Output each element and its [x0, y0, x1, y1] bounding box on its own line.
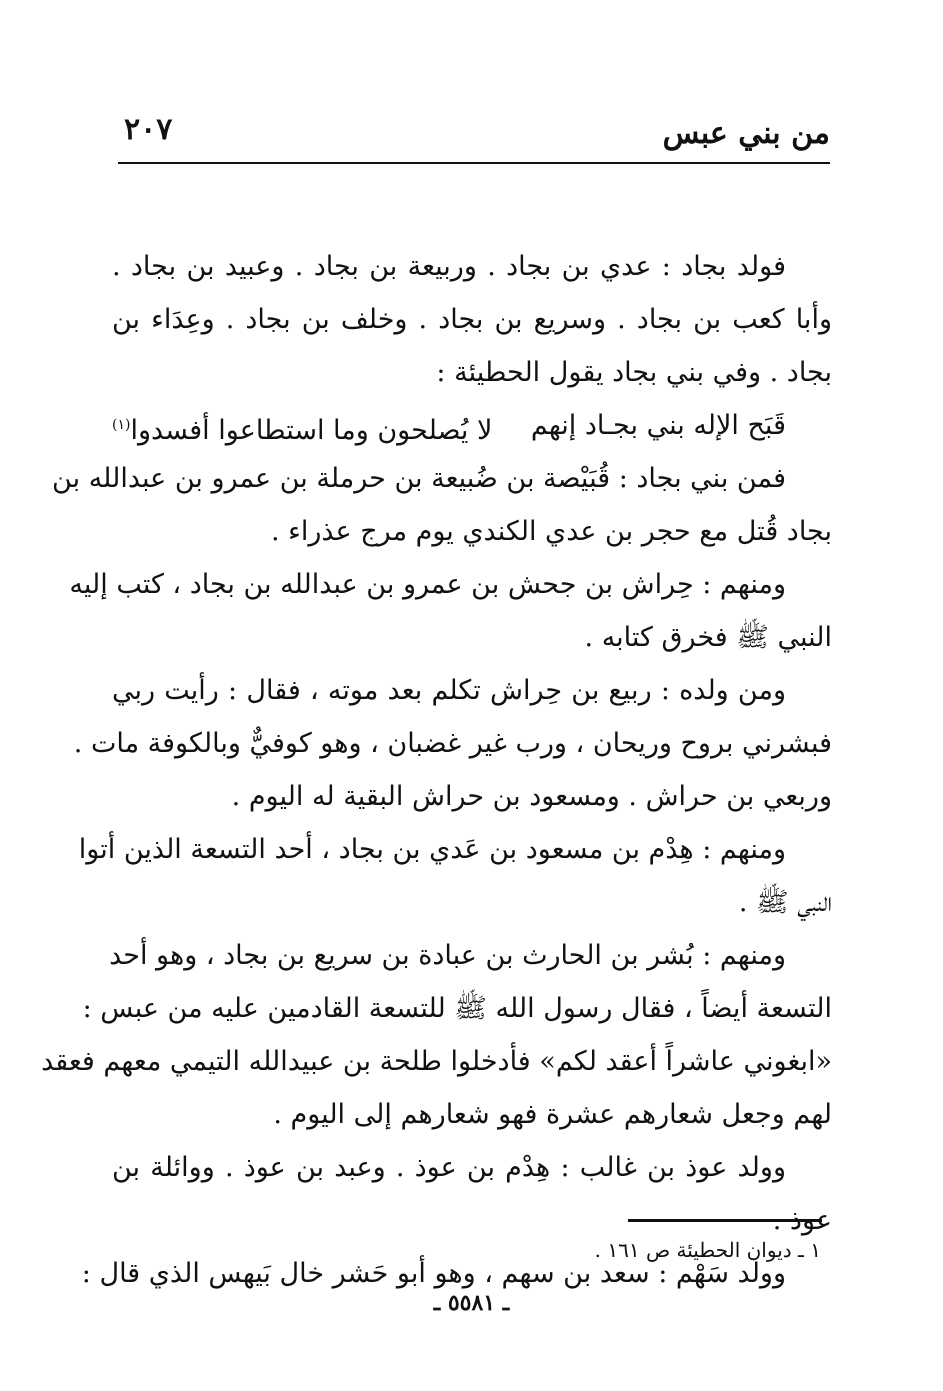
text-line: النبي ﷺ فخرق كتابه . [584, 622, 832, 653]
text-line: النبي ﷺ . [738, 887, 832, 918]
footnote: ١ ـ ديوان الحطيئة ص ١٦١ . [594, 1238, 821, 1262]
text-line: ومنهم : حِراش بن جحش بن عمرو بن عبدالله بن بجاد ، كتب إليه [69, 569, 786, 600]
text-line: ومنهم : بُشر بن الحارث بن عبادة بن سريع بن بجاد ، وهو أحد [109, 940, 786, 971]
body-text [41, 240, 832, 1300]
text-line: فمن بني بجاد : قُبَيْصة بن ضُبيعة بن حرملة بن عمرو بن عبدالله بن [52, 463, 786, 494]
verse-hemistich-first: قَبَح الإله بني بجـاد إنهم [530, 410, 786, 441]
text-line: فبشرني بروح وريحان ، ورب غير غضبان ، وهو كوفيٌّ وبالكوفة مات . [73, 728, 832, 759]
text-line: عوذ . [772, 1205, 832, 1236]
footnote-rule [628, 1219, 822, 1222]
text-line: وولد سَهْم : سعد بن سهم ، وهو أبو حَشر خال بَيهس الذي قال : [81, 1258, 786, 1289]
text-line: وربعي بن حراش . ومسعود بن حراش البقية له اليوم . [231, 781, 832, 812]
running-header [118, 108, 830, 164]
verse-hemistich-second-wrap [112, 399, 492, 452]
text-line: وولد عوذ بن غالب : هِدْم بن عوذ . وعبد بن عوذ . ووائلة بن [112, 1152, 786, 1183]
header-page-number: ٢٠٧ [124, 112, 173, 147]
text-line: ومن ولده : ربيع بن حِراش تكلم بعد موته ، فقال : رأيت ربي [112, 675, 786, 706]
folio-number: ـ ٥٥٨١ ـ [433, 1290, 510, 1316]
text-line: التسعة أيضاً ، فقال رسول الله ﷺ للتسعة القادمين عليه من عبس : [82, 993, 832, 1024]
text-line: بجاد . وفي بني بجاد يقول الحطيئة : [436, 357, 832, 388]
text-line: بجاد قُتل مع حجر بن عدي الكندي يوم مرج عذراء . [270, 516, 832, 547]
text-line: «ابغوني عاشراً أعقد لكم» فأدخلوا طلحة بن عبيدالله التيمي معهم فعقد [41, 1046, 832, 1077]
header-rule [118, 162, 830, 164]
text-line: لهم وجعل شعارهم عشرة فهو شعارهم إلى اليوم . [273, 1099, 832, 1130]
verse-hemistich-second: لا يُصلحون وما استطاعوا أفسدوا [130, 415, 493, 446]
text-line: ومنهم : هِدْم بن مسعود بن عَدي بن بجاد ، أحد التسعة الذين أتوا [78, 834, 786, 865]
footnote-marker: (١) [112, 417, 131, 433]
header-title: من بني عبس [662, 116, 830, 151]
text-line: وأبا كعب بن بجاد . وسريع بن بجاد . وخلف بن بجاد . وعِدَاء بن [112, 304, 832, 335]
poetry-verse [112, 399, 832, 452]
text-line: فولد بجاد : عدي بن بجاد . وربيعة بن بجاد . وعبيد بن بجاد . [112, 251, 786, 282]
